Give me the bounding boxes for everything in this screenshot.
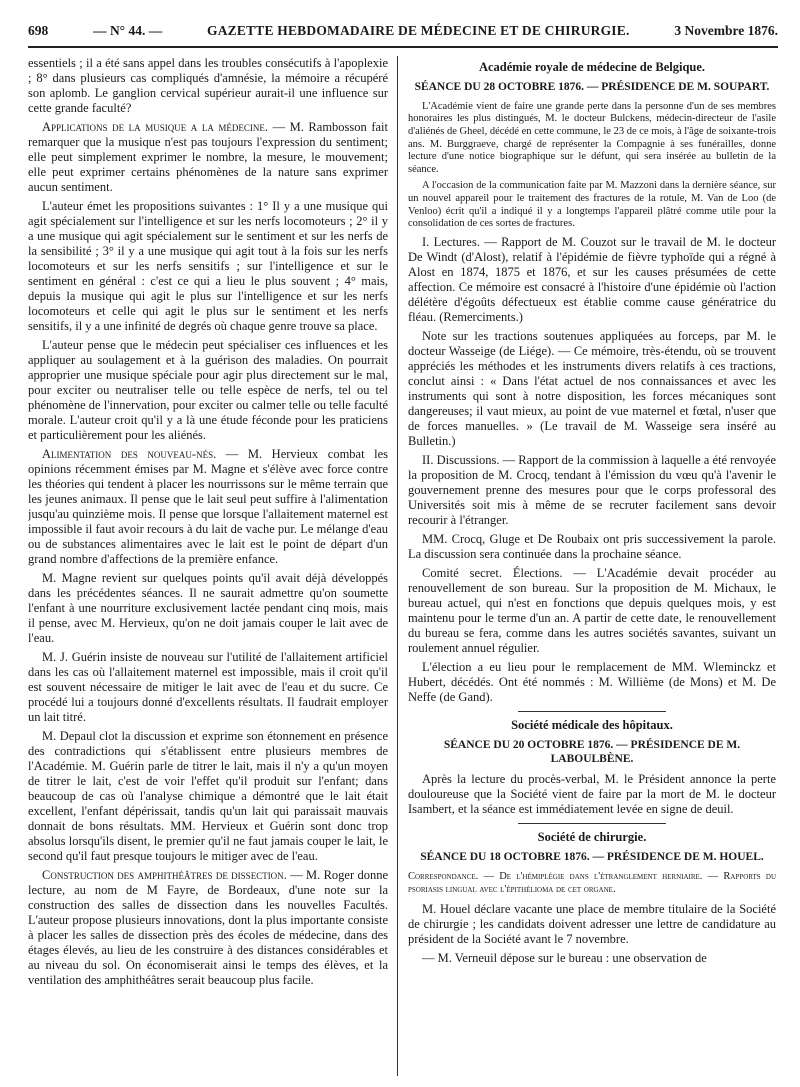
paragraph: Après la lecture du procès-verbal, M. le Président annonce la perte douloureuse que la Société vient de faire par la mort de M. le docteur Isambert, et la séance est immédiatement levée en signe de deuil. — [408, 772, 776, 817]
column-divider — [397, 56, 398, 1076]
paragraph: M. Magne revient sur quelques points qu'il avait déjà développés dans les précédentes séances. Il ne saurait admettre qu'on soumette l'enfant à une nourriture exclusivement lactée pendant cinq mois, mais il pense, avec M. Hervieux, qu'on ne doit jamais couper le lait avec de l'eau. — [28, 571, 388, 645]
correspondence-line: Correspondance. — De l'hémiplégie dans l'étranglement herniaire. — Rapports du psoriasis lingual avec l'épithélioma de cet organe. — [408, 871, 776, 895]
section-heading: Applications de la musique a la médecine. — [42, 120, 269, 134]
right-column — [408, 56, 776, 1076]
paragraph: II. Discussions. — Rapport de la commission à laquelle a été renvoyée la proposition de M. Crocq, tendant à l'émission du vœu qu'à l'avenir le gouvernement prenne des mesures pour que le corps professoral des Universités soit mis à même de se recruter facilement sans devoir recourir à l'étranger. — [408, 452, 776, 527]
paragraph: Alimentation des nouveau-nés. — M. Hervieux combat les opinions récemment émises par M. Magne et s'élève avec force contre les théories qui tendent à placer les nourrissons sur le même terrain que les jeunes animaux. Il pense que le lait seul peut suffire à l'alimentation jusqu'au quinzième mois. Il pense que lorsque l'allaitement maternel est impossible il faut avoir recours à du lait de vache pur. Le mélange d'eau ou de substances alimentaires avec le lait est le point de départ d'un grand nombre d'affections de la première enfance. — [28, 447, 388, 566]
paragraph: M. Houel déclare vacante une place de membre titulaire de la Société de chirurgie ; les candidats doivent adresser une lettre de candidature au président de la Société avant le 7 novembre. — [408, 902, 776, 947]
journal-title: GAZETTE HEBDOMADAIRE DE MÉDECINE ET DE CHIRURGIE. — [207, 23, 630, 38]
session-heading: SÉANCE DU 28 OCTOBRE 1876. — PRÉSIDENCE DE M. SOUPART. — [414, 81, 770, 93]
paragraph: L'auteur émet les propositions suivantes : 1° Il y a une musique qui agit spécialement sur l'intelligence et sur les nerfs locomoteurs ; 2° il y a une musique qui agit spécialement sur le sentiment et sur les nerfs de la sensibilité ; 3° il y a une musique qui agit tout à la fois sur les nerfs locomoteurs et sur les nerfs sensitifs ; sur l'intelligence et sur le sentiment en général : c'est ce qui a lieu le plus souvent ; 4° mais, depuis la musique qui agit le plus sur l'intelligence et sur les nerfs locomoteurs et celle qui agit le plus sur le sentiment et les nerfs sensitifs, il y a une infinité de degrés où chaque genre trouve sa place. — [28, 199, 388, 333]
paragraph: Comité secret. Élections. — L'Académie devait procéder au renouvellement de son bureau. Sur la proposition de M. Michaux, le bureau actuel, qui n'est en fonctions que depuis quelques mois, y est maintenu pour le terme d'un an. A partir de cette date, le renouvellement du bureau se fera, comme dans les autres sociétés savantes, suivant un roulement annuel régulier. — [408, 565, 776, 655]
paragraph: — M. Verneuil dépose sur le bureau : une observation de — [422, 951, 707, 966]
page-number: 698 — [28, 23, 49, 38]
issue-number: — N° 44. — — [93, 23, 163, 38]
paragraph: L'élection a eu lieu pour le remplacement de MM. Wleminckz et Hubert, décédés. Ont été nommés : M. Willième (de Mons) et M. De Neffe (de Gand). — [408, 659, 776, 704]
paragraph: Construction des amphithéâtres de dissection. — M. Roger donne lecture, au nom de M Fayre, de Bordeaux, d'une note sur la construction des salles de dissection dans les nouvelles Facultés. L'auteur propose plusieurs innovations, dont la plus importante consiste à placer les salles de dissection près des écoles de médecine, dans des étages élevés, au lieu de les construire à des distances considérables et au niveau du sol. On économiserait ainsi le temps des élèves, et la ventilation des amphithéâtres serait beaucoup plus facile. — [28, 868, 388, 987]
section-separator — [518, 711, 665, 712]
page-header — [28, 16, 778, 48]
society-title: Académie royale de médecine de Belgique. — [478, 60, 706, 74]
paragraph: Applications de la musique a la médecine. — M. Rambosson fait remarquer que la musique n'est pas toujours l'expression du sentiment; elle peut simplement exprimer le nombre, la mesure, le mouvement; elle peut exprimer certains phénomènes de la nature sans exprimer aucun sentiment. — [28, 120, 388, 194]
paragraph: M. J. Guérin insiste de nouveau sur l'utilité de l'allaitement artificiel dans les cas où l'allaitement maternel est impossible, mais il croit qu'il est souvent nécessaire de mitiger le lait avec de l'eau et du sucre. Ce procédé lui a toujours donné d'excellents résultats. Il faudrait employer un lait titré. — [28, 650, 388, 724]
paragraph: MM. Crocq, Gluge et De Roubaix ont pris successivement la parole. La discussion sera continuée dans la prochaine séance. — [408, 531, 776, 561]
section-heading: Alimentation des nouveau-nés. — [42, 447, 217, 461]
society-title: Société médicale des hôpitaux. — [511, 717, 673, 732]
issue-date: 3 Novembre 1876. — [674, 23, 778, 38]
paragraph: essentiels ; il a été sans appel dans les troubles consécutifs à l'apoplexie ; 8° dans plusieurs cas compliqués d'amnésie, la mémoire a récupéré son aplomb. Le ganglion cervical supérieur aurait-il une influence sur cette grande faculté? — [28, 56, 388, 115]
section-separator — [518, 823, 665, 824]
society-title: Société de chirurgie. — [537, 830, 647, 845]
section-heading: Construction des amphithéâtres de dissection. — [42, 868, 287, 882]
paragraph: Note sur les tractions soutenues appliquées au forceps, par M. le docteur Wasseige (de Liége). — Ce mémoire, très-étendu, où se trouvent appréciés les méthodes et les instruments divers relatifs à ces tractions, conclut ainsi : « Dans l'état actuel de nos connaissances et avec les instruments qui sont à notre disposition, les forces mécaniques sont dangereuses; il vaut mieux, au point de vue maternel et fœtal, n'user que de forces manuelles. » (Le travail de M. Wasseige sera inséré au Bulletin.) — [408, 328, 776, 448]
left-column — [28, 56, 388, 1076]
small-paragraph: L'Académie vient de faire une grande perte dans la personne d'un de ses membres honoraires les plus distingués, M. le docteur Bulckens, médecin-directeur de l'asile d'aliénés de Gheel, décédé en cette commune, le 23 de ce mois, à l'âge de soixante-trois ans. M. Burggraeve, chargé de représenter la Compagnie à ses funérailles, donne lecture d'une notice biographique sur le défunt, qui sera insérée au bulletin de la séance. — [408, 100, 776, 175]
session-heading: SÉANCE DU 18 OCTOBRE 1876. — PRÉSIDENCE DE M. HOUEL. — [420, 851, 764, 864]
small-paragraph: A l'occasion de la communication faite par M. Mazzoni dans la dernière séance, sur un nouvel appareil pour le traitement des fractures de la rotule, M. Van de Loo (de Venloo) écrit qu'il a indiqué il y a longtemps l'appareil plâtré comme utile pour la consolidation de ces sortes de fractures. — [408, 180, 776, 230]
paragraph: M. Depaul clot la discussion et exprime son étonnement en présence des contradictions qui s'établissent entre plusieurs membres de l'Académie. M. Guérin parle de titrer le lait, mais il n'y a qu'un moyen de titrer le lait, c'est de voir l'effet qu'il produit sur l'enfant; dans beaucoup de cas où l'analyse chimique a démontré que le lait était excellent, l'enfant dépérissait, tandis qu'un lait qui paraissait mauvais donnait de bons résultats. MM. Hervieux et Guérin sont donc trop absolus lorsqu'ils disent, le premier qu'il ne faut jamais couper le lait, le second qu'il faut presque toujours le mitiger avec de l'eau. — [28, 729, 388, 863]
session-heading: SÉANCE DU 20 OCTOBRE 1876. — PRÉSIDENCE DE M. LABOULBÈNE. — [443, 738, 741, 765]
paragraph: L'auteur pense que le médecin peut spécialiser ces influences et les appliquer au soulagement et à la guérison des maladies. On pourrait approprier une musique spéciale pour agir plus directement sur le mal, pour exciter ou neutraliser telle ou telle espèce de nerfs, tel ou tel phénomène de l'innervation, pour exciter ou calmer telle ou telle faculté morale. L'auteur croit qu'il y a là une étude féconde pour les praticiens et particulièrement pour les aliénés. — [28, 338, 388, 442]
paragraph: I. Lectures. — Rapport de M. Couzot sur le travail de M. le docteur De Windt (d'Alost), relatif à l'épidémie de fièvre typhoïde qui a régné à Alost en 1874, 1875 et 1876, et sur les causes présumées de cette affection. Ce mémoire est consacré à l'histoire d'une épidémie où l'action délétère d'égoûts défectueux est établie comme cause génératrice du fléau. (Remerciments.) — [408, 234, 776, 324]
